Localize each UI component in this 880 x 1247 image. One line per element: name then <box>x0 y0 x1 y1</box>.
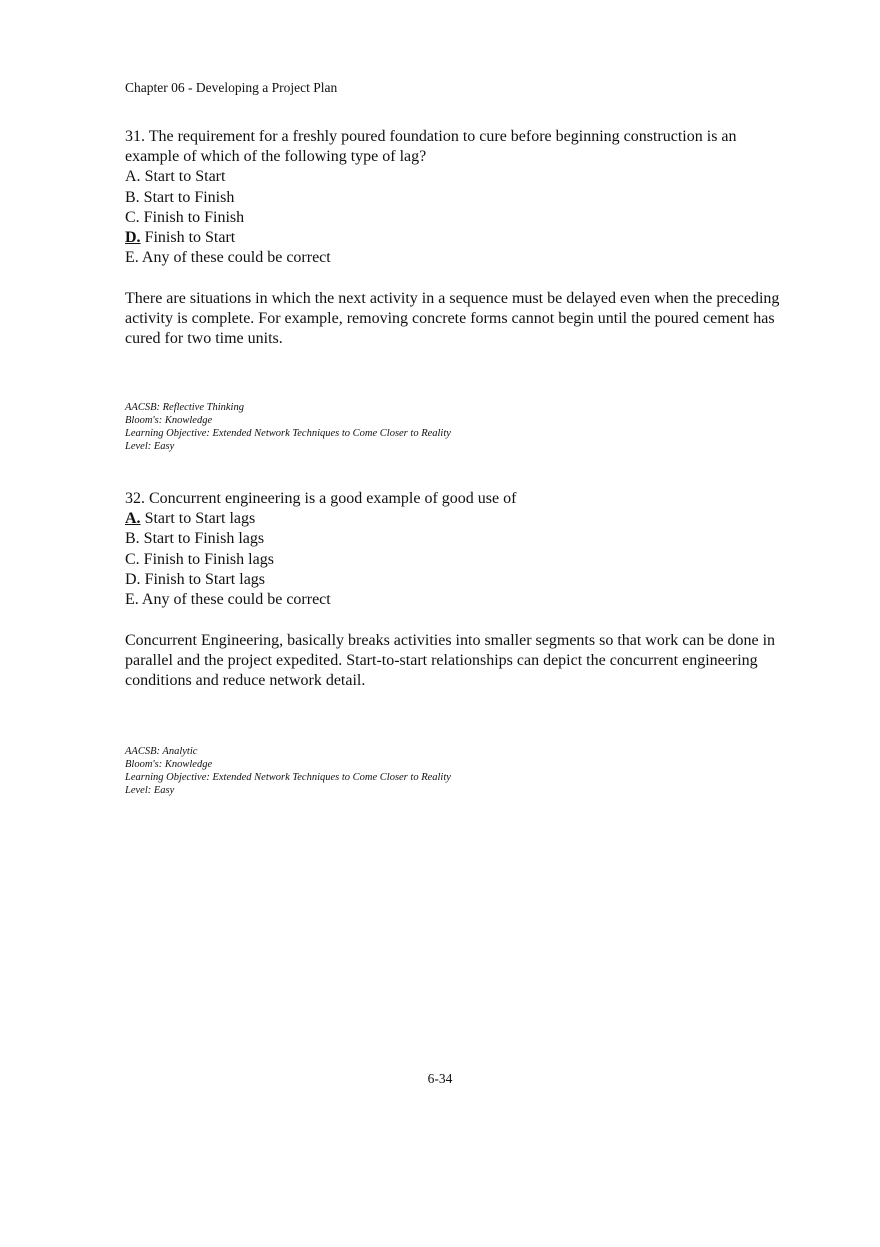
option-letter: D. <box>125 570 141 588</box>
aacsb-tag: AACSB: Reflective Thinking <box>125 402 244 413</box>
level-tag: Level: Easy <box>125 441 175 452</box>
option-letter: C. <box>125 208 140 226</box>
option-letter: A. <box>125 168 141 186</box>
correct-answer-letter: A. <box>125 510 141 528</box>
option-text: Finish to Finish lags <box>143 550 274 568</box>
option-letter: B. <box>125 188 140 206</box>
aacsb-tag: AACSB: Analytic <box>125 746 198 757</box>
option-text: Start to Start <box>144 168 226 186</box>
question-stem: 31. The requirement for a freshly poured foundation to cure before beginning construction is an example of which of the following type of lag? <box>125 128 737 166</box>
answer-option-c <box>125 208 790 228</box>
question-31 <box>125 127 790 350</box>
answer-explanation: There are situations in which the next activity in a sequence must be delayed even when the preceding activity is complete. For example, removing concrete forms cannot begin until the poured cement has cured for two time units. <box>125 289 780 348</box>
option-text: Finish to Start lags <box>144 570 266 588</box>
option-text: Start to Finish lags <box>143 530 265 548</box>
answer-option-a-correct <box>125 509 790 529</box>
option-text: Any of these could be correct <box>141 591 331 609</box>
option-letter: B. <box>125 530 140 548</box>
question-32 <box>125 489 790 691</box>
correct-answer-letter: D. <box>125 229 141 247</box>
answer-option-e <box>125 590 790 610</box>
learning-objective-tag: Learning Objective: Extended Network Techniques to Come Closer to Reality <box>125 772 451 783</box>
level-tag: Level: Easy <box>125 785 175 796</box>
question-metadata <box>125 745 451 797</box>
option-text: Finish to Finish <box>143 208 245 226</box>
page-number: 6-34 <box>427 1071 453 1086</box>
answer-explanation: Concurrent Engineering, basically breaks activities into smaller segments so that work can be done in parallel and the project expedited. Start-to-start relationships can depict the concurrent engineering conditions and reduce network detail. <box>125 631 776 690</box>
option-text: Start to Start lags <box>144 510 256 528</box>
chapter-header: Chapter 06 - Developing a Project Plan <box>125 80 338 95</box>
option-letter: C. <box>125 550 140 568</box>
option-text: Any of these could be correct <box>141 249 331 267</box>
question-stem: 32. Concurrent engineering is a good example of good use of <box>125 490 517 507</box>
option-letter: E. <box>125 249 139 267</box>
option-letter: E. <box>125 591 139 609</box>
answer-option-c <box>125 550 790 570</box>
option-text: Finish to Start <box>144 229 236 247</box>
blooms-tag: Bloom's: Knowledge <box>125 415 213 426</box>
answer-option-e <box>125 248 790 268</box>
answer-option-d <box>125 570 790 590</box>
question-metadata <box>125 401 451 453</box>
learning-objective-tag: Learning Objective: Extended Network Techniques to Come Closer to Reality <box>125 428 451 439</box>
answer-option-b <box>125 188 790 208</box>
blooms-tag: Bloom's: Knowledge <box>125 759 213 770</box>
answer-option-d-correct <box>125 228 790 248</box>
answer-option-a <box>125 167 790 187</box>
answer-option-b <box>125 529 790 549</box>
option-text: Start to Finish <box>143 188 235 206</box>
